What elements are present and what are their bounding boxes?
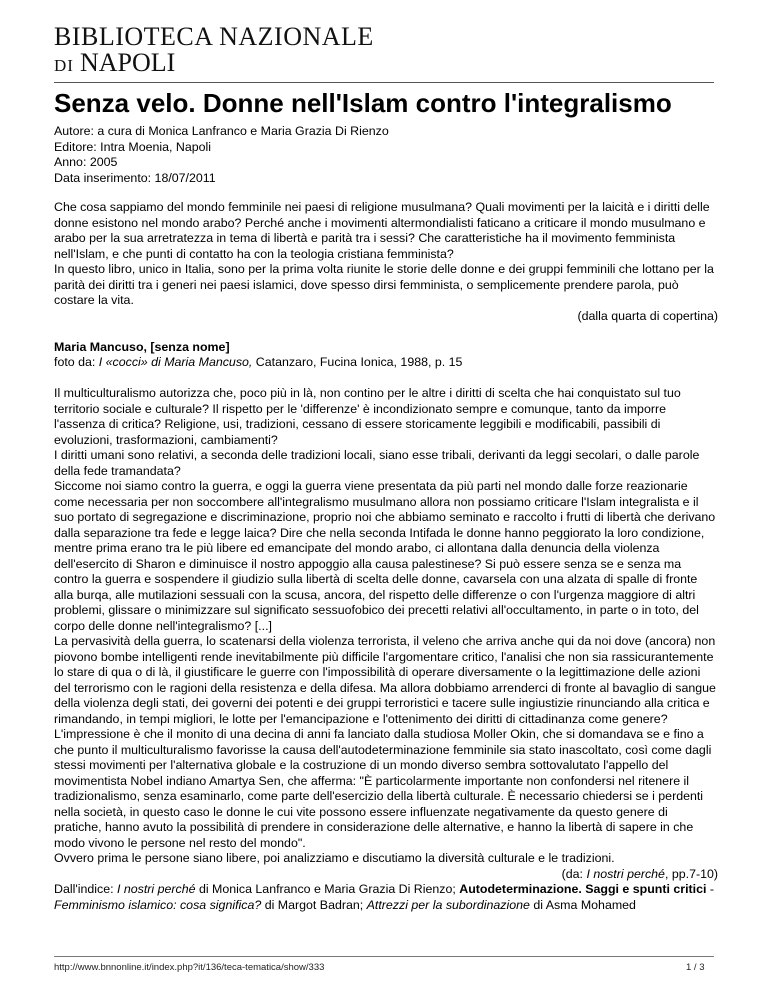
footer-divider xyxy=(54,956,714,957)
logo-di: DI xyxy=(54,56,74,75)
page-title: Senza velo. Donne nell'Islam contro l'integralismo xyxy=(54,88,672,118)
photo-caption: foto da: I «cocci» di Maria Mancuso, Catanzaro, Fucina Ionica, 1988, p. 15 xyxy=(54,355,463,369)
meta-publisher: Editore: Intra Moenia, Napoli xyxy=(54,139,212,154)
photo-heading: Maria Mancuso, [senza nome] xyxy=(54,339,230,354)
meta-inserted: Data inserimento: 18/07/2011 xyxy=(54,170,216,185)
library-logo xyxy=(54,24,374,79)
intro-paragraph-2: In questo libro, unico in Italia, sono per la prima volta riunite le storie delle donne e dei gruppi femminili che lottano per la parità dei diritti tra i generi nei paesi islamici, dove spesso dirsi femminista, o semplicemente prendere parola, può costare la vita. xyxy=(54,262,714,307)
excerpt-paragraph-3: Siccome noi siamo contro la guerra, e oggi la guerra viene presentata da più parti nel mondo dalle forze reazionarie come necessaria per non soccombere all'integralismo musulmano allora non possiamo criticare l'Islam integralista e il suo portato di segregazione e discriminazione, proprio noi che abbiamo seminato e raccolto i frutti di libertà che derivano dalla separazione tra fede e legge laica? Dire che nella seconda Intifada le donne hanno peggiorato la loro condizione, mentre prima erano tra le più libere ed emancipate del mondo arabo, ci allontana dalla denuncia della violenza dell'esercito di Sharon e diminuisce il nostro appoggio alla causa palestinese? Si può essere senza se e senza ma contro la guerra e sospendere il giudizio sulla libertà di scelta delle donne, cavarsela con una alzata di spalle di fronte alla burqa, alle mutilazioni sessuali con la scusa, ancora, del rispetto delle differenze o con l'urgenza maggiore di altri problemi, glissare o minimizzare sul significato sessuofobico dei precetti relativi all'occultamento, in parte o in toto, del corpo delle donne nell'integralismo? [...] xyxy=(54,479,716,633)
excerpt-paragraph-4: La pervasività della guerra, lo scatenarsi della violenza terrorista, il veleno che arriva anche qui da noi dove (ancora) non piovono bombe intelligenti rende inevitabilmente più difficile l'argomentare critico, l'analisi che non sia rassicurantemente lo stare di qua o di là, il giustificare le guerre con l'impossibilità di operare diversamente o la legittimazione delle azioni del terrorismo con le ragioni della resistenza e della difesa. Ma allora dobbiamo arrenderci di fronte al bavaglio di sangue della violenza degli stati, dei governi dei potenti e dei gruppi terroristici e tacere sulle ingiustizie rinunciando alla critica e rimandando, in tempi migliori, le lotte per l'emancipazione e l'ottenimento dei diritti di cittadinanza come genere? xyxy=(54,634,716,726)
header-divider xyxy=(54,82,714,83)
index-list: Dall'indice: I nostri perché di Monica Lanfranco e Maria Grazia Di Rienzo; Autodeterminazione. Saggi e spunti critici - Femminismo islamico: cosa significa? di Margot Badran; Attrezzi per la subordinazione di Asma Mohamed xyxy=(54,882,715,912)
excerpt-paragraph-5: L'impressione è che il monito di una decina di anni fa lanciato dalla studiosa Moller Okin, che si domandava se e fino a che punto il multiculturalismo favorisse la causa dell'autodeterminazione femminile sia stato inascoltato, così come dagli stessi movimenti per l'alternativa globale e la costruzione di un mondo diverso sembra sottovalutato l'appello del movimentista Nobel indiano Amartya Sen, che afferma: "È particolarmente importante non confondersi nel ritenere il tradizionalismo, senza esaminarlo, come parte dell'esercizio della libertà culturale. È necessario chiedersi se i perdenti nella società, in questo caso le donne le cui vite possono essere influenzate negativamente da questo genere di pratiche, hanno avuto la possibilità di prendere in considerazione delle alternative, e hanno la libertà di sapere in che modo vivono le persone nel resto del mondo". xyxy=(54,727,712,850)
excerpt-paragraph-6: Ovvero prima le persone siano libere, poi analizziamo e discutiamo la diversità culturale e le tradizioni. xyxy=(54,851,615,865)
book-metadata xyxy=(54,124,389,186)
excerpt-paragraph-1: Il multiculturalismo autorizza che, poco più in là, non contino per le altre i diritti di scelta che hai conquistato sul tuo territorio sociale e culturale? Il rispetto per le 'differenze' è incondizionato sempre e comunque, tanto da imporre l'assenza di critica? Religione, usi, tradizioni, cessano di essere storicamente leggibili e modificabili, passibili di evoluzioni, trasformazioni, cambiamenti? xyxy=(54,386,681,447)
excerpt-source: (da: I nostri perché, pp.7-10) xyxy=(561,866,718,881)
meta-year: Anno: 2005 xyxy=(54,155,118,169)
logo-line1: BIBLIOTECA NAZIONALE xyxy=(54,22,374,51)
intro-paragraph-1: Che cosa sappiamo del mondo femminile nei paesi di religione musulmana? Quali movimenti per la laicità e i diritti delle donne esistono nel mondo arabo? Perché anche i movimenti altermondialisti faticano a criticare il mondo musulmano e arabo per la sua arretratezza in tema di libertà e parità tra i sessi? Che caratteristiche ha il movimento femminista nell'Islam, e che punti di contatto ha con la teologia cristiana femminista? xyxy=(54,200,710,261)
footer-url: http://www.bnnonline.it/index.php?it/136/teca-tematica/show/333 xyxy=(54,962,325,973)
excerpt-paragraph-2: I diritti umani sono relativi, a seconda delle tradizioni locali, siano esse tribali, derivanti da leggi secolari, o dalle parole della fede tramandata? xyxy=(54,448,700,478)
article-body xyxy=(54,200,718,913)
logo-city: NAPOLI xyxy=(79,48,176,77)
page-number: 1 / 3 xyxy=(686,962,705,973)
intro-source: (dalla quarta di copertina) xyxy=(577,308,718,323)
logo-line2 xyxy=(54,50,374,79)
meta-author: Autore: a cura di Monica Lanfranco e Maria Grazia Di Rienzo xyxy=(54,124,389,138)
